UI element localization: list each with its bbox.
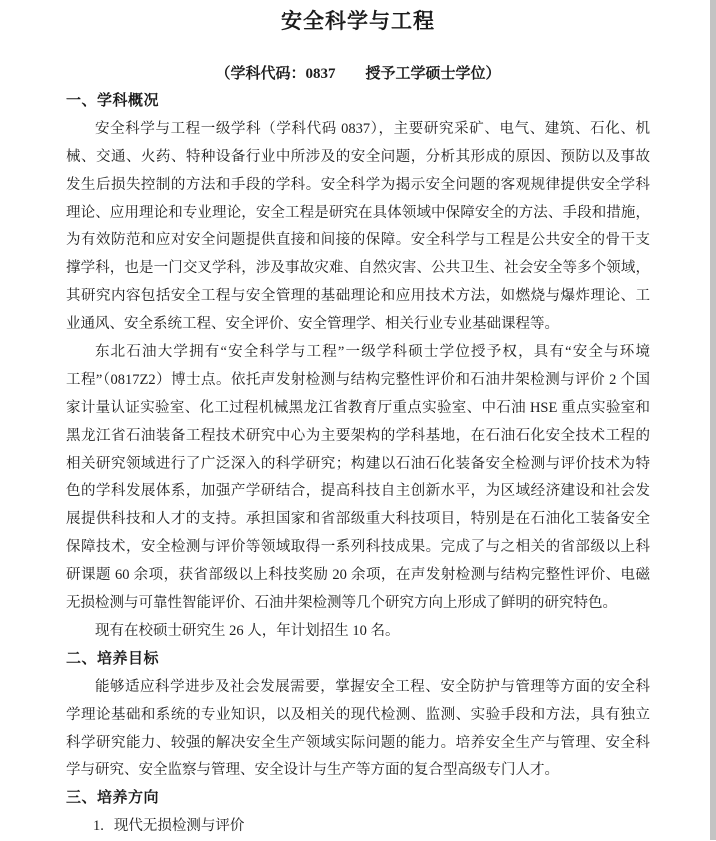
text-line: 研课题 60 余项，获省部级以上科技奖励 20 余项，在声发射检测与结构完整性评价、电磁 bbox=[66, 567, 650, 584]
text-line: 相关研究领域进行了广泛深入的科学研究；构建以石油石化装备安全检测与评价技术为特 bbox=[66, 455, 650, 472]
page-edge-strip bbox=[710, 0, 716, 840]
list-item-text: 现代无损检测与评价 bbox=[113, 818, 245, 835]
section-heading-1: 一、学科概况 bbox=[66, 93, 160, 109]
text-line: 撑学科，也是一门交叉学科，涉及事故灾难、自然灾害、公共卫生、社会安全等多个领域， bbox=[66, 260, 650, 277]
text-line: 黑龙江省石油装备工程技术研究中心为主要架构的学科基地，在石油石化安全技术工程的 bbox=[66, 427, 650, 444]
section-heading-2: 二、培养目标 bbox=[66, 650, 160, 667]
text-line: 理论、应用理论和专业理论，安全工程是研究在具体领域中保障安全的方法、手段和措施， bbox=[66, 204, 650, 221]
text-line: 业通风、安全系统工程、安全评价、安全管理学、相关行业专业基础课程等。 bbox=[66, 316, 559, 333]
text-line: 科学研究能力、较强的解决安全生产领域实际问题的能力。培养安全生产与管理、安全科 bbox=[66, 734, 650, 751]
text-line: 东北石油大学拥有“安全科学与工程”一级学科硕士学位授予权，具有“安全与环境 bbox=[95, 344, 650, 361]
text-line: 发生后损失控制的方法和手段的学科。安全科学为揭示安全问题的客观规律提供安全学科 bbox=[66, 176, 650, 193]
text-line: 学理论基础和系统的专业知识，以及相关的现代检测、监测、实验手段和方法，具有独立 bbox=[66, 706, 650, 723]
text-line: 色的学科发展体系，加强产学研结合，提高科技自主创新水平，为区域经济建设和社会发 bbox=[66, 483, 650, 500]
document-content bbox=[66, 0, 650, 841]
text-line: 展提供科技和人才的支持。承担国家和省部级重大科技项目，特别是在石油化工装备安全 bbox=[66, 511, 650, 528]
text-line: 为有效防范和应对安全问题提供直接和间接的保障。安全科学与工程是公共安全的骨干支 bbox=[66, 232, 650, 249]
list-item bbox=[66, 813, 650, 841]
document-body bbox=[66, 88, 650, 841]
section-heading-3: 三、培养方向 bbox=[66, 790, 160, 807]
text-line: 其研究内容包括安全工程与安全管理的基础理论和应用技术方法，如燃烧与爆炸理论、工 bbox=[66, 288, 650, 305]
page-title: 安全科学与工程 bbox=[281, 9, 435, 33]
page-subtitle: （学科代码：0837 授予工学硕士学位） bbox=[215, 66, 501, 82]
text-line: 能够适应科学进步及社会发展需要，掌握安全工程、安全防护与管理等方面的安全科 bbox=[95, 678, 650, 695]
list-item-number: 1. bbox=[93, 818, 104, 835]
text-line: 械、交通、火药、特种设备行业中所涉及的安全问题，分析其形成的原因、预防以及事故 bbox=[66, 148, 650, 165]
text-line: 现有在校硕士研究生 26 人，年计划招生 10 名。 bbox=[95, 622, 400, 639]
text-line: 工程”（0817Z2）博士点。依托声发射检测与结构完整性评价和石油井架检测与评价 2 个国 bbox=[66, 371, 650, 388]
text-line: 保障技术，安全检测与评价等领域取得一系列科技成果。完成了与之相关的省部级以上科 bbox=[66, 539, 650, 556]
text-line: 家计量认证实验室、化工过程机械黑龙江省教育厅重点实验室、中石油 HSE 重点实验室和 bbox=[66, 399, 650, 416]
text-line: 学与研究、安全监察与管理、安全设计与生产等方面的复合型高级专门人才。 bbox=[66, 762, 559, 779]
text-line: 安全科学与工程一级学科（学科代码 0837），主要研究采矿、电气、建筑、石化、机 bbox=[95, 120, 650, 137]
text-line: 无损检测与可靠性智能评价、石油井架检测等几个研究方向上形成了鲜明的研究特色。 bbox=[66, 595, 617, 612]
